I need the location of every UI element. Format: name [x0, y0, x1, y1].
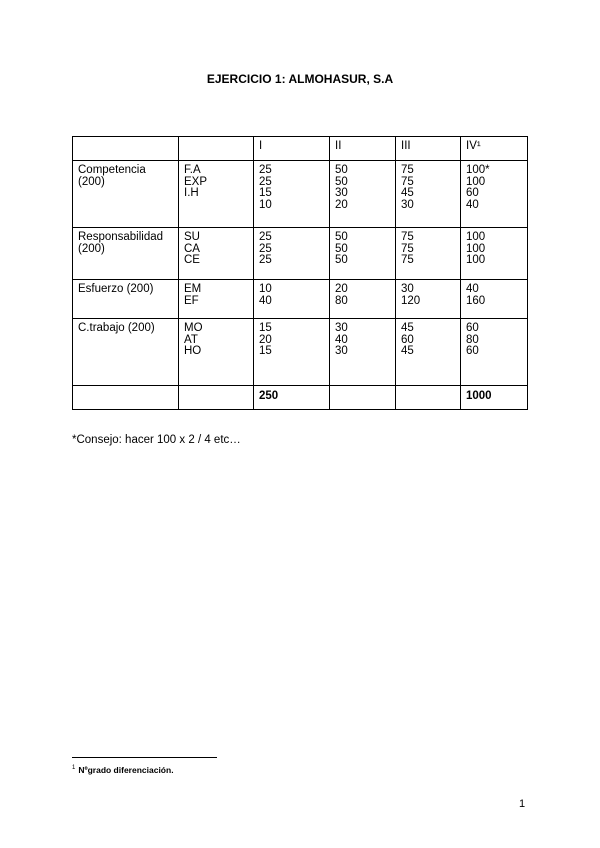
table-row-competencia — [73, 161, 528, 228]
factor-cell: Esfuerzo (200) — [73, 280, 179, 319]
values-cell-ii: 30 40 30 — [330, 319, 396, 386]
footnote-divider — [72, 757, 217, 758]
values-cell-i: 15 20 15 — [254, 319, 330, 386]
values-cell-i: 25 25 25 — [254, 228, 330, 280]
header-cell-iii: III — [396, 137, 461, 161]
codes-cell: SU CA CE — [179, 228, 254, 280]
values-cell-iii: 45 60 45 — [396, 319, 461, 386]
advice-note: *Consejo: hacer 100 x 2 / 4 etc… — [72, 434, 241, 446]
footnote-text: Nºgrado diferenciación. — [78, 765, 174, 775]
values-cell-i: 25 25 15 10 — [254, 161, 330, 228]
document-title: EJERCICIO 1: ALMOHASUR, S.A — [206, 72, 394, 86]
values-cell-iii: 30 120 — [396, 280, 461, 319]
header-cell — [179, 137, 254, 161]
table-totals-row — [73, 386, 528, 410]
footnote-mark: 1 — [72, 765, 76, 771]
factor-cell: Competencia (200) — [73, 161, 179, 228]
table-row-ctrabajo — [73, 319, 528, 386]
values-cell-ii: 20 80 — [330, 280, 396, 319]
values-cell-iv: 40 160 — [461, 280, 528, 319]
factor-cell: Responsabilidad (200) — [73, 228, 179, 280]
values-cell-ii: 50 50 50 — [330, 228, 396, 280]
header-cell-ii: II — [330, 137, 396, 161]
values-cell-iv: 100 100 100 — [461, 228, 528, 280]
total-cell — [179, 386, 254, 410]
factor-cell: C.trabajo (200) — [73, 319, 179, 386]
table-row-responsabilidad — [73, 228, 528, 280]
codes-cell: F.A EXP I.H — [179, 161, 254, 228]
header-cell-iv: IV¹ — [461, 137, 528, 161]
valuation-table — [72, 136, 528, 410]
page-number: 1 — [519, 798, 526, 810]
values-cell-iii: 75 75 45 30 — [396, 161, 461, 228]
total-cell-iii — [396, 386, 461, 410]
total-cell-i: 250 — [254, 386, 330, 410]
values-cell-iv: 60 80 60 — [461, 319, 528, 386]
total-cell-ii — [330, 386, 396, 410]
table-row-esfuerzo — [73, 280, 528, 319]
values-cell-i: 10 40 — [254, 280, 330, 319]
codes-cell: EM EF — [179, 280, 254, 319]
values-cell-ii: 50 50 30 20 — [330, 161, 396, 228]
total-cell — [73, 386, 179, 410]
values-cell-iii: 75 75 75 — [396, 228, 461, 280]
values-cell-iv: 100* 100 60 40 — [461, 161, 528, 228]
table-header-row — [73, 137, 528, 161]
header-cell — [73, 137, 179, 161]
codes-cell: MO AT HO — [179, 319, 254, 386]
header-cell-i: I — [254, 137, 330, 161]
total-cell-iv: 1000 — [461, 386, 528, 410]
footnote — [72, 765, 174, 775]
